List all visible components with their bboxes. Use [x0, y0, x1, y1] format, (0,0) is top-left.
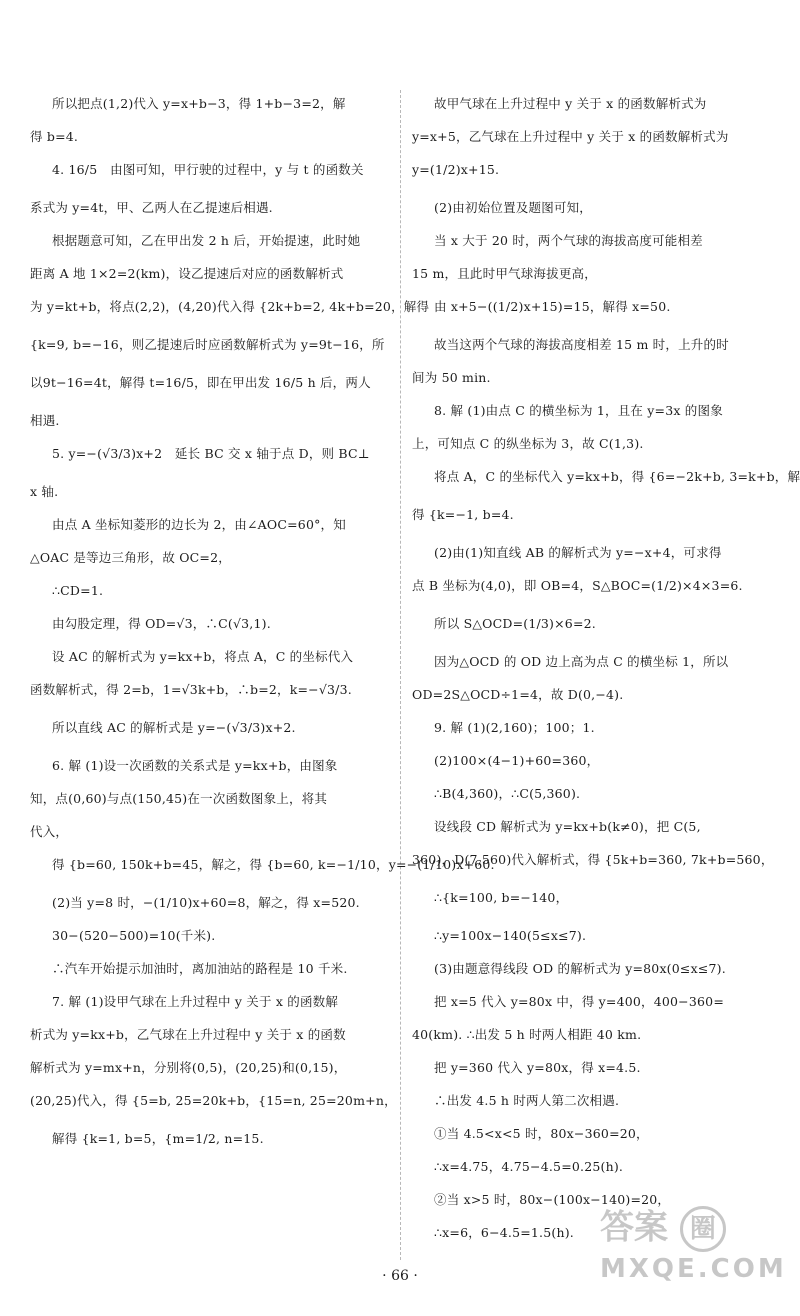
text-line: 间为 50 min. — [412, 370, 491, 385]
text-line: 故甲气球在上升过程中 y 关于 x 的函数解析式为 — [434, 96, 707, 111]
text-line: 所以把点(1,2)代入 y=x+b−3，得 1+b−3=2，解 — [52, 96, 346, 111]
text-line: 得 b=4. — [30, 129, 79, 144]
text-line: 设线段 CD 解析式为 y=kx+b(k≠0)，把 C(5, — [434, 819, 701, 834]
text-line: 7. 解 (1)设甲气球在上升过程中 y 关于 x 的函数解 — [52, 994, 339, 1009]
text-line: y=x+5，乙气球在上升过程中 y 关于 x 的函数解析式为 — [412, 129, 729, 144]
text-line: (20,25)代入，得 {5=b, 25=20k+b，{15=n, 25=20m+n， — [30, 1093, 397, 1108]
text-line: 所以直线 AC 的解析式是 y=−(√3/3)x+2. — [52, 720, 296, 735]
text-line: 得 {k=−1, b=4. — [412, 507, 514, 522]
text-line: (2)当 y=8 时，−(1/10)x+60=8，解之，得 x=520. — [52, 895, 360, 910]
text-line: 5. y=−(√3/3)x+2 延长 BC 交 x 轴于点 D，则 BC⊥ — [52, 446, 370, 461]
text-line: 4. 16/5 由图可知，甲行驶的过程中，y 与 t 的函数关 — [52, 162, 364, 177]
text-line: 距离 A 地 1×2=2(km)，设乙提速后对应的函数解析式 — [30, 266, 344, 281]
text-line: △OAC 是等边三角形，故 OC=2， — [30, 550, 231, 565]
text-line: ∴B(4,360)，∴C(5,360). — [434, 786, 581, 801]
text-line: x 轴. — [30, 484, 59, 499]
text-line: 9. 解 (1)(2,160)；100；1. — [434, 720, 595, 735]
text-line: ∴汽车开始提示加油时，离加油站的路程是 10 千米. — [52, 961, 348, 976]
text-line: (2)由初始位置及题图可知， — [434, 200, 593, 215]
text-line: 上，可知点 C 的纵坐标为 3，故 C(1,3). — [412, 436, 644, 451]
text-line: 当 x 大于 20 时，两个气球的海拔高度可能相差 — [434, 233, 703, 248]
text-line: 以9t−16=4t，解得 t=16/5，即在甲出发 16/5 h 后，两人 — [30, 375, 371, 390]
text-line: 系式为 y=4t，甲、乙两人在乙提速后相遇. — [30, 200, 273, 215]
text-line: 知，点(0,60)与点(150,45)在一次函数图象上，将其 — [30, 791, 328, 806]
text-line: ①当 4.5<x<5 时，80x−360=20， — [434, 1126, 649, 1141]
page-footer: · 66 · — [382, 1268, 418, 1284]
text-line: 360)，D(7,560)代入解析式，得 {5k+b=360, 7k+b=560， — [412, 852, 774, 867]
text-line: 解析式为 y=mx+n，分别将(0,5)，(20,25)和(0,15)， — [30, 1060, 347, 1075]
text-line: 由点 A 坐标知菱形的边长为 2，由∠AOC=60°，知 — [52, 517, 346, 532]
text-line: 代入， — [30, 824, 69, 839]
text-line: ②当 x>5 时，80x−(100x−140)=20， — [434, 1192, 671, 1207]
text-line: 把 x=5 代入 y=80x 中，得 y=400，400−360= — [434, 994, 724, 1009]
text-line: 将点 A，C 的坐标代入 y=kx+b，得 {6=−2k+b, 3=k+b，解 — [434, 469, 800, 484]
text-line: 设 AC 的解析式为 y=kx+b，将点 A，C 的坐标代入 — [52, 649, 354, 664]
text-line: ∴x=6，6−4.5=1.5(h). — [434, 1225, 574, 1240]
text-line: OD=2S△OCD÷1=4，故 D(0,−4). — [412, 687, 624, 702]
text-line: (2)100×(4−1)+60=360， — [434, 753, 600, 768]
watermark-circle: 圈 — [680, 1206, 726, 1252]
text-line: (3)由题意得线段 OD 的解析式为 y=80x(0≤x≤7). — [434, 961, 726, 976]
text-line: 8. 解 (1)由点 C 的横坐标为 1，且在 y=3x 的图象 — [434, 403, 723, 418]
text-line: 解得 {k=1, b=5，{m=1/2, n=15. — [52, 1131, 264, 1146]
text-line: ∴x=4.75，4.75−4.5=0.25(h). — [434, 1159, 624, 1174]
text-line: 6. 解 (1)设一次函数的关系式是 y=kx+b，由图象 — [52, 758, 338, 773]
text-line: (2)由(1)知直线 AB 的解析式为 y=−x+4，可求得 — [434, 545, 722, 560]
text-line: 相遇. — [30, 413, 60, 428]
text-line: 所以 S△OCD=(1/3)×6=2. — [434, 616, 596, 631]
watermark-logo — [600, 1206, 792, 1310]
text-line: 为 y=kt+b，将点(2,2)，(4,20)代入得 {2k+b=2, 4k+b=20，解得 — [30, 299, 430, 314]
text-line: 函数解析式，得 2=b，1=√3k+b，∴b=2，k=−√3/3. — [30, 682, 352, 697]
text-line: ∴{k=100, b=−140， — [434, 890, 569, 905]
text-line: 15 m，且此时甲气球海拔更高， — [412, 266, 597, 281]
watermark-top-text: 答案 — [600, 1207, 668, 1248]
text-line: 由 x+5−((1/2)x+15)=15，解得 x=50. — [434, 299, 671, 314]
text-line: 点 B 坐标为(4,0)，即 OB=4，S△BOC=(1/2)×4×3=6. — [412, 578, 743, 593]
text-line: 故当这两个气球的海拔高度相差 15 m 时，上升的时 — [434, 337, 729, 352]
text-line: y=(1/2)x+15. — [412, 162, 500, 177]
column-divider — [400, 90, 401, 1260]
text-line: 40(km). ∴出发 5 h 时两人相距 40 km. — [412, 1027, 642, 1042]
text-line: ∴y=100x−140(5≤x≤7). — [434, 928, 587, 943]
text-line: 得 {b=60, 150k+b=45，解之，得 {b=60, k=−1/10，y=−(1/10)x+60. — [52, 857, 495, 872]
text-line: 把 y=360 代入 y=80x，得 x=4.5. — [434, 1060, 641, 1075]
text-line: 由勾股定理，得 OD=√3，∴C(√3,1). — [52, 616, 271, 631]
text-line: ∴出发 4.5 h 时两人第二次相遇. — [434, 1093, 620, 1108]
text-line: 30−(520−500)=10(千米). — [52, 928, 216, 943]
text-line: ∴CD=1. — [52, 583, 104, 598]
right-column — [412, 96, 800, 1258]
watermark-bottom-text: MXQE.COM — [600, 1254, 787, 1284]
text-line: 析式为 y=kx+b，乙气球在上升过程中 y 关于 x 的函数 — [30, 1027, 346, 1042]
page-number: 66 — [391, 1268, 409, 1284]
text-line: 因为△OCD 的 OD 边上高为点 C 的横坐标 1，所以 — [434, 654, 729, 669]
text-line: {k=9, b=−16，则乙提速后时应函数解析式为 y=9t−16，所 — [30, 337, 385, 352]
text-line: 根据题意可知，乙在甲出发 2 h 后，开始提速，此时她 — [52, 233, 361, 248]
